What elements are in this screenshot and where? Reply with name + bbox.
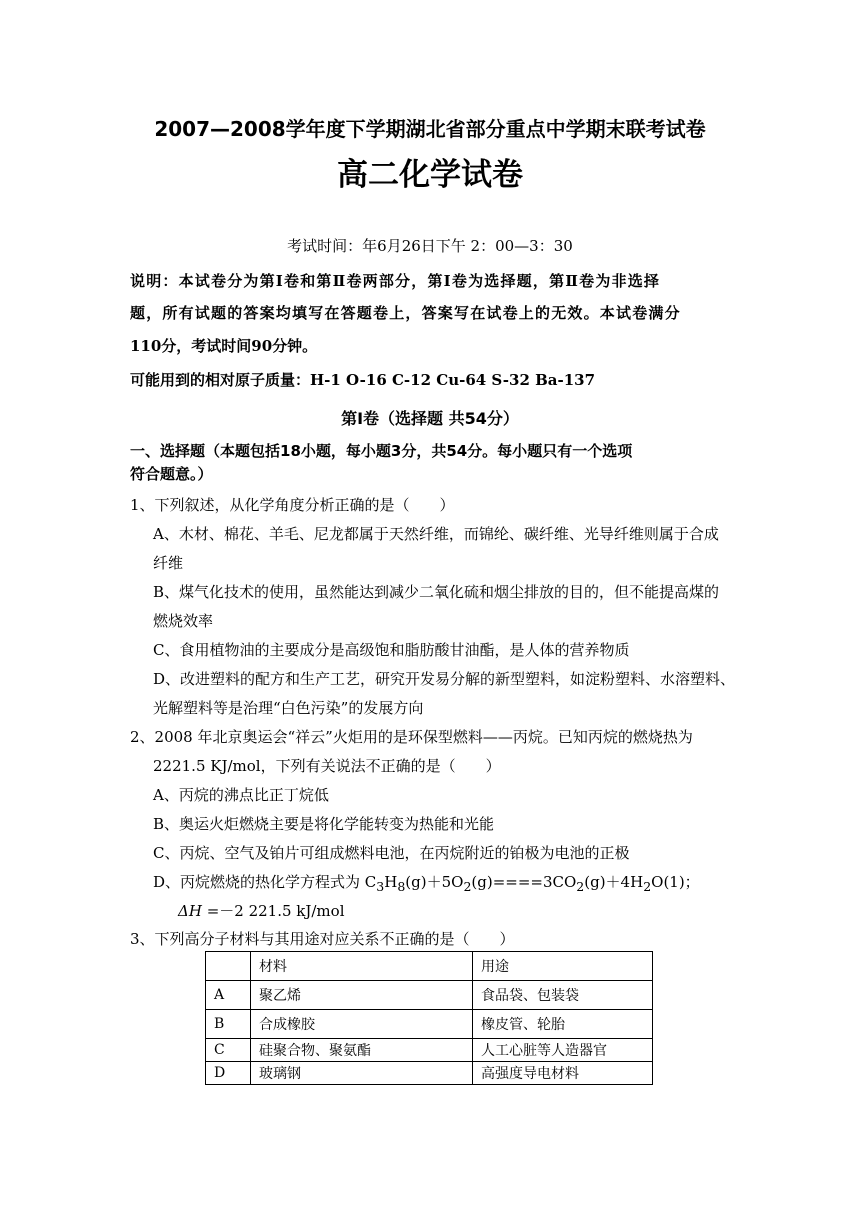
question-1-option-d: D、改进塑料的配方和生产工艺，研究开发易分解的新型塑料，如淀粉塑料、水溶塑料、 [153, 670, 736, 688]
table-header-cell: 材料 [251, 952, 473, 981]
table-cell: 食品袋、包装袋 [473, 981, 653, 1010]
table-header-cell [206, 952, 251, 981]
equation-part: (g)＋4H [584, 873, 644, 891]
section-1-heading-line-1: 一、选择题（本题包括18小题，每小题3分，共54分。每小题只有一个选项 [130, 442, 633, 460]
equation-part: (g)＋5O [405, 873, 464, 891]
subscript: 2 [463, 879, 472, 894]
table-cell: A [206, 981, 251, 1010]
question-2-option-d [153, 872, 700, 897]
subscript: 8 [397, 879, 406, 894]
table-row [206, 1010, 653, 1039]
table-cell: 聚乙烯 [251, 981, 473, 1010]
question-3-stem: 3、下列高分子材料与其用途对应关系不正确的是（ ） [130, 930, 515, 948]
equation-part: (g)====3CO [471, 873, 577, 891]
table-cell: 高强度导电材料 [473, 1062, 653, 1085]
question-2-option-b: B、奥运火炬燃烧主要是将化学能转变为热能和光能 [153, 815, 495, 833]
exam-title: 高二化学试卷 [337, 157, 523, 193]
instructions-line-1: 说明：本试卷分为第Ⅰ卷和第Ⅱ卷两部分，第Ⅰ卷为选择题，第Ⅱ卷为非选择 [130, 272, 661, 290]
delta-h-value: =－2 221.5 kJ/mol [201, 902, 345, 920]
question-1-option-a-cont: 纤维 [153, 554, 184, 572]
instructions-line-2: 题，所有试题的答案均填写在答题卷上，答案写在试卷上的无效。本试卷满分 [130, 304, 681, 322]
atomic-masses: 可能用到的相对原子质量：H-1 O-16 C-12 Cu-64 S-32 Ba-137 [130, 371, 596, 389]
exam-series-title: 2007—2008学年度下学期湖北省部分重点中学期末联考试卷 [154, 117, 706, 141]
table-row [206, 1062, 653, 1085]
exam-time: 考试时间：年6月26日下午 2：00—3：30 [287, 237, 573, 255]
equation-prefix: D、丙烷燃烧的热化学方程式为 C [153, 873, 377, 891]
table-header-cell: 用途 [473, 952, 653, 981]
question-1-stem: 1、下列叙述，从化学角度分析正确的是（ ） [130, 496, 455, 514]
question-2-stem: 2、2008 年北京奥运会“祥云”火炬用的是环保型燃料——丙烷。已知丙烷的燃烧热为 [130, 728, 693, 746]
question-1-option-b-cont: 燃烧效率 [153, 612, 214, 630]
table-header-row [206, 952, 653, 981]
materials-table [205, 951, 653, 1085]
question-1-option-a: A、木材、棉花、羊毛、尼龙都属于天然纤维，而锦纶、碳纤维、光导纤维则属于合成 [153, 525, 719, 543]
subscript: 2 [643, 879, 652, 894]
table-cell: 橡皮管、轮胎 [473, 1010, 653, 1039]
question-2-delta-h [178, 901, 345, 921]
section-1-heading-line-2: 符合题意。） [130, 465, 213, 483]
table-cell: 人工心脏等人造器官 [473, 1039, 653, 1062]
question-1-option-d-cont: 光解塑料等是治理“白色污染”的发展方向 [153, 699, 424, 717]
subscript: 3 [376, 879, 385, 894]
table-row [206, 1039, 653, 1062]
instructions-line-3: 110分，考试时间90分钟。 [130, 337, 318, 355]
equation-part: H [384, 873, 398, 891]
equation-part: O(1)； [651, 873, 700, 891]
table-cell: B [206, 1010, 251, 1039]
question-1-option-c: C、食用植物油的主要成分是高级饱和脂肪酸甘油酯，是人体的营养物质 [153, 641, 630, 659]
table-row [206, 981, 653, 1010]
delta-h-symbol: ΔH [178, 902, 202, 920]
table-cell: 玻璃钢 [251, 1062, 473, 1085]
question-2-stem-cont: 2221.5 KJ/mol，下列有关说法不正确的是（ ） [153, 757, 501, 775]
section-1-title: 第Ⅰ卷（选择题 共54分） [341, 409, 519, 428]
subscript: 2 [576, 879, 585, 894]
table-cell: 硅聚合物、聚氨酯 [251, 1039, 473, 1062]
table-cell: C [206, 1039, 251, 1062]
question-2-option-c: C、丙烷、空气及铂片可组成燃料电池，在丙烷附近的铂极为电池的正极 [153, 844, 630, 862]
table-cell: 合成橡胶 [251, 1010, 473, 1039]
table-cell: D [206, 1062, 251, 1085]
question-2-option-a: A、丙烷的沸点比正丁烷低 [153, 786, 329, 804]
question-1-option-b: B、煤气化技术的使用，虽然能达到减少二氧化硫和烟尘排放的目的，但不能提高煤的 [153, 583, 720, 601]
